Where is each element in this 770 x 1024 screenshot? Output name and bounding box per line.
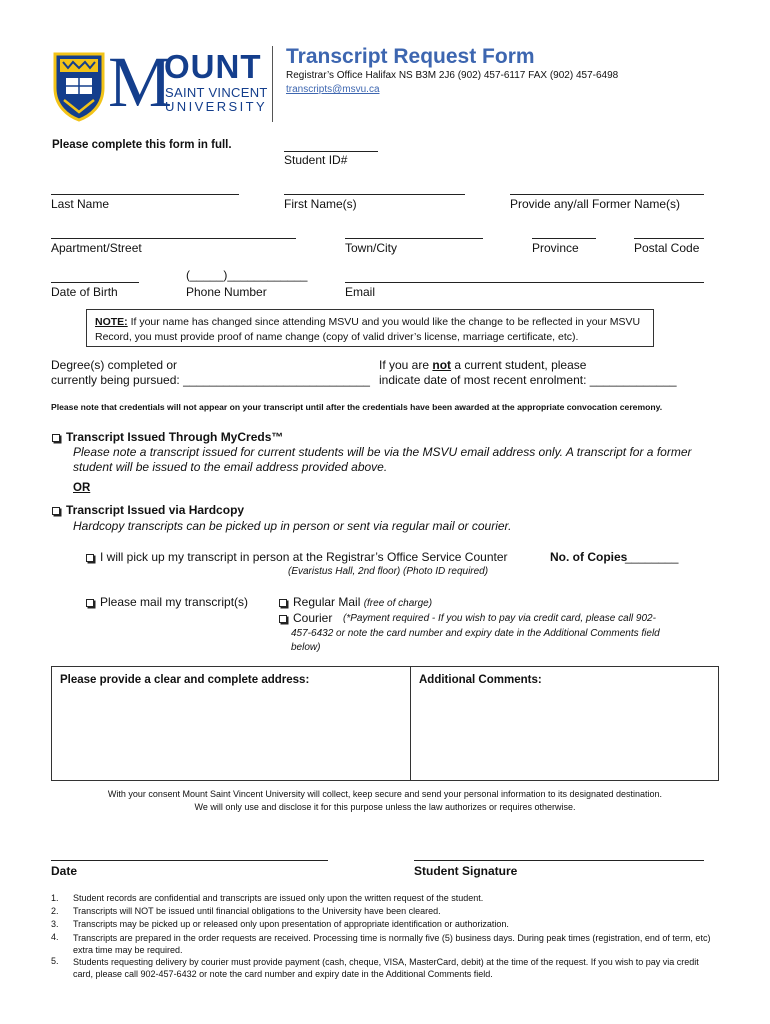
footnote-num-2: 2. — [51, 906, 59, 916]
email-label: Email — [345, 285, 376, 299]
logo-initial: M — [108, 42, 173, 122]
comments-box[interactable] — [410, 666, 719, 781]
former-name-field[interactable] — [510, 194, 704, 195]
note-prefix: NOTE: — [95, 316, 128, 328]
footnote-text-4: Transcripts are prepared in the order requests are received. Processing time is normally five (5) business days. During peak times (registration, end of term, etc) extra time may be required. — [73, 933, 711, 955]
last-name-field[interactable] — [51, 194, 239, 195]
phone-field[interactable]: (_____)____________ — [186, 268, 308, 282]
header-divider — [272, 46, 273, 122]
date-field[interactable] — [51, 860, 328, 861]
student-id-field[interactable] — [284, 151, 378, 152]
footnote-text-1: Student records are confidential and transcripts are issued only upon the written request of the student. — [73, 893, 484, 903]
or-separator: OR — [73, 482, 91, 494]
postal-code-field[interactable] — [634, 238, 704, 239]
regular-mail-option[interactable] — [279, 595, 432, 609]
pickup-option[interactable] — [86, 550, 508, 564]
copies-field[interactable]: ________ — [625, 550, 679, 564]
province-field[interactable] — [532, 238, 596, 239]
hardcopy-description: Hardcopy transcripts can be picked up in person or sent via regular mail or courier. — [73, 519, 512, 533]
courier-checkbox[interactable] — [279, 615, 287, 623]
crest-icon — [52, 50, 106, 122]
phone-label: Phone Number — [186, 285, 267, 299]
form-intro: Please complete this form in full. — [52, 139, 232, 151]
postal-code-label: Postal Code — [634, 241, 700, 255]
first-name-label: First Name(s) — [284, 197, 357, 211]
dob-field[interactable] — [51, 282, 139, 283]
first-name-field[interactable] — [284, 194, 465, 195]
regular-mail-label: Regular Mail — [293, 595, 361, 609]
footnote-num-3: 3. — [51, 919, 59, 929]
street-label: Apartment/Street — [51, 241, 142, 255]
date-label: Date — [51, 864, 78, 878]
consent-line-2: We will only use and disclose it for this purpose unless the law authorizes or requires otherwise. — [194, 802, 576, 812]
hardcopy-option[interactable] — [52, 503, 244, 517]
footnote-text-3: Transcripts may be picked up or released only upon presentation of appropriate identification or authorization. — [73, 919, 509, 929]
regular-mail-checkbox[interactable] — [279, 599, 287, 607]
hardcopy-checkbox[interactable] — [52, 507, 60, 515]
province-label: Province — [532, 241, 579, 255]
hardcopy-title: Transcript Issued via Hardcopy — [66, 503, 245, 517]
footnote-text-5: Students requesting delivery by courier must provide payment (cash, cheque, VISA, MasterCard, debit) at the time of the request. If you wish to pay via credit card, please call 902-457-6432 or note the card number and expiry date in the Additional Comments field. — [73, 957, 699, 979]
consent-line-1: With your consent Mount Saint Vincent University will collect, keep secure and send your personal information to its designated destination. — [107, 789, 663, 799]
town-field[interactable] — [345, 238, 483, 239]
mail-option[interactable] — [86, 595, 248, 609]
courier-label: Courier — [293, 611, 333, 625]
page-title: Transcript Request Form — [286, 45, 535, 68]
mycreds-description: Please note a transcript issued for current students will be via the MSVU email address only. A transcript for a former student will be issued to the email address provided above. — [73, 445, 692, 474]
credentials-note: Please note that credentials will not appear on your transcript until after the credentials have been awarded at the appropriate convocation ceremony. — [51, 402, 663, 412]
pickup-location: (Evaristus Hall, 2nd floor) (Photo ID required) — [288, 566, 489, 577]
name-change-note — [86, 309, 654, 347]
university-logo — [52, 42, 268, 122]
copies-label: No. of Copies — [550, 550, 628, 564]
footnote-text-2: Transcripts will NOT be issued until financial obligations to the University have been cleared. — [73, 906, 441, 916]
enrolment-date-field[interactable]: indicate date of most recent enrolment: _____________ — [379, 373, 677, 387]
mycreds-title: Transcript Issued Through MyCreds™ — [66, 430, 284, 444]
street-field[interactable] — [51, 238, 296, 239]
mail-label: Please mail my transcript(s) — [100, 595, 249, 609]
comments-box-title: Additional Comments: — [419, 674, 542, 686]
logo-line-university: UNIVERSITY — [165, 99, 268, 114]
student-id-label: Student ID# — [284, 153, 348, 167]
last-name-label: Last Name — [51, 197, 110, 211]
not-current-student-label — [379, 358, 586, 372]
degree-field[interactable]: currently being pursued: ____________________________ — [51, 373, 370, 387]
not-current-a: If you are — [379, 358, 433, 372]
footnote-num-1: 1. — [51, 893, 59, 903]
email-field[interactable] — [345, 282, 704, 283]
signature-field[interactable] — [414, 860, 704, 861]
signature-label: Student Signature — [414, 864, 518, 878]
pickup-checkbox[interactable] — [86, 554, 94, 562]
former-name-label: Provide any/all Former Name(s) — [510, 197, 681, 211]
footnote-num-5: 5. — [51, 956, 59, 966]
mail-checkbox[interactable] — [86, 599, 94, 607]
logo-line-saint-vincent: SAINT VINCENT — [165, 85, 268, 100]
courier-note: (*Payment required - If you wish to pay via credit card, please call 902-457-6432 or note the card number and expiry date in the Additional Comments field below) — [291, 613, 660, 653]
town-label: Town/City — [345, 241, 398, 255]
note-text: If your name has changed since attending MSVU and you would like the change to be reflected in your MSVU Record, you must provide proof of name change (copy of valid driver’s license, marriage certificate, etc). — [95, 316, 641, 343]
address-box[interactable] — [51, 666, 411, 781]
logo-word-mount: OUNT — [164, 48, 262, 85]
not-current-b: a current student, please — [451, 358, 587, 372]
transcripts-email-link[interactable]: transcripts@msvu.ca — [286, 84, 380, 95]
mycreds-checkbox[interactable] — [52, 434, 60, 442]
mycreds-option[interactable] — [52, 430, 283, 444]
address-box-title: Please provide a clear and complete address: — [60, 674, 310, 686]
footnote-num-4: 4. — [51, 932, 59, 942]
degree-label: Degree(s) completed or — [51, 358, 178, 372]
not-emphasis: not — [432, 358, 452, 372]
regular-mail-note: (free of charge) — [363, 598, 433, 609]
registrar-contact: Registrar’s Office Halifax NS B3M 2J6 (902) 457-6117 FAX (902) 457-6498 — [286, 70, 619, 81]
pickup-label: I will pick up my transcript in person at the Registrar’s Office Service Counter — [100, 550, 508, 564]
dob-label: Date of Birth — [51, 285, 118, 299]
